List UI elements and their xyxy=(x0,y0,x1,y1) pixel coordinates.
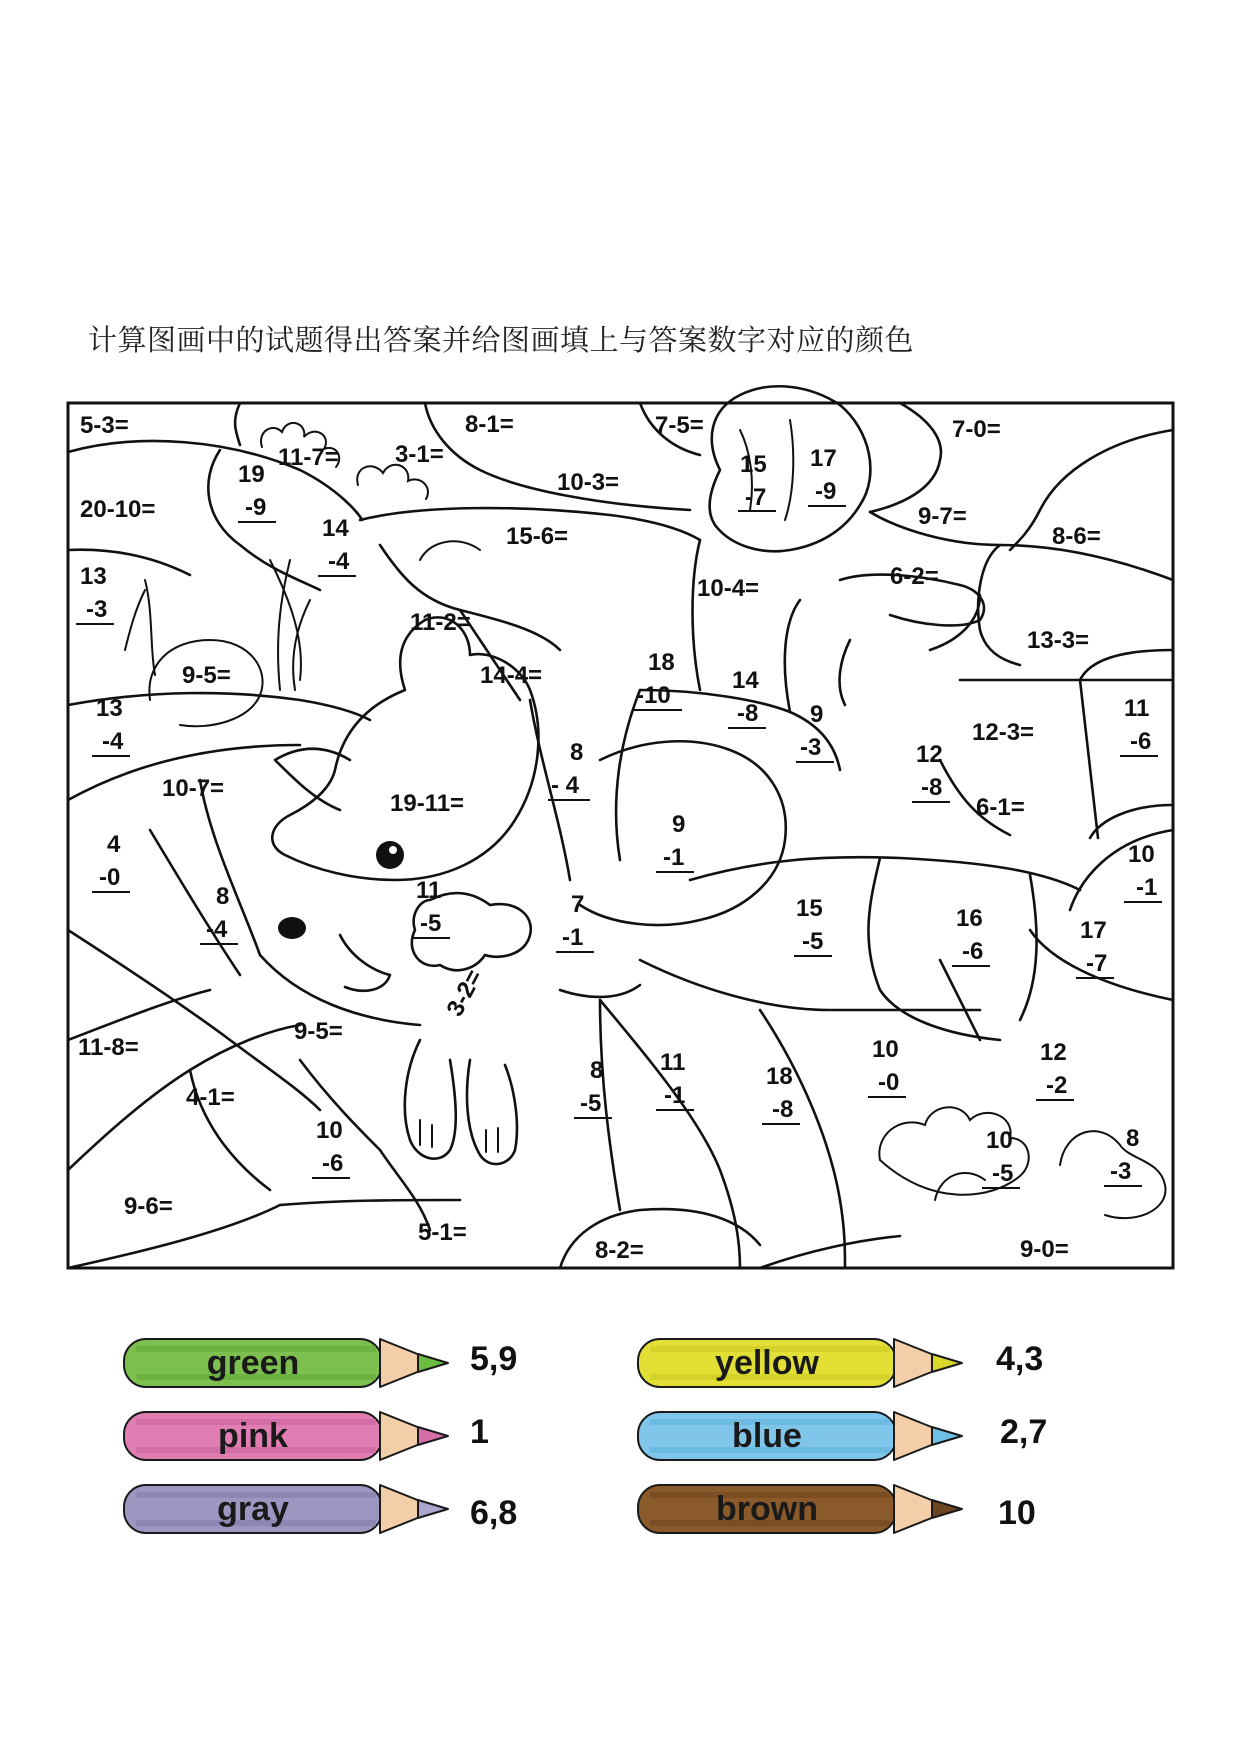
svg-text:-1: -1 xyxy=(663,844,685,871)
problem[interactable]: 3-1= xyxy=(395,441,444,468)
vertical-problem[interactable] xyxy=(1076,917,1114,978)
vertical-problem[interactable] xyxy=(808,445,846,506)
svg-text:11: 11 xyxy=(1124,695,1150,722)
svg-text:-0: -0 xyxy=(99,864,121,891)
svg-text:-3: -3 xyxy=(800,734,822,761)
svg-text:8: 8 xyxy=(590,1057,604,1084)
key-numbers: 4,3 xyxy=(996,1340,1044,1378)
svg-text:-1: -1 xyxy=(664,1082,686,1109)
vertical-problem[interactable] xyxy=(868,1036,906,1097)
problem[interactable]: 6-2= xyxy=(890,563,939,590)
svg-text:-8: -8 xyxy=(772,1096,794,1123)
vertical-problem[interactable] xyxy=(952,905,990,966)
svg-text:12: 12 xyxy=(916,741,943,768)
svg-text:-5: -5 xyxy=(420,910,442,937)
svg-text:4: 4 xyxy=(107,831,121,858)
svg-text:-3: -3 xyxy=(1110,1158,1132,1185)
pencil-tip xyxy=(932,1500,962,1518)
svg-text:- 4: - 4 xyxy=(551,772,580,799)
problem[interactable]: 11-2= xyxy=(410,609,471,636)
svg-text:-9: -9 xyxy=(815,478,837,505)
svg-text:14: 14 xyxy=(732,667,759,694)
svg-text:-7: -7 xyxy=(745,484,767,511)
vertical-problem[interactable] xyxy=(92,831,130,892)
fox-eye xyxy=(376,841,404,869)
problem[interactable]: 13-3= xyxy=(1027,627,1090,654)
pencil-tip xyxy=(418,1354,448,1372)
svg-text:17: 17 xyxy=(1080,917,1107,944)
vertical-problem[interactable] xyxy=(912,741,950,802)
vertical-problem[interactable] xyxy=(1124,841,1162,902)
vertical-problem[interactable] xyxy=(1036,1039,1074,1100)
problem[interactable]: 10-4= xyxy=(697,575,760,602)
svg-text:18: 18 xyxy=(648,649,675,676)
vertical-problem[interactable] xyxy=(762,1063,800,1124)
svg-text:-5: -5 xyxy=(802,928,824,955)
svg-text:-2: -2 xyxy=(1046,1072,1068,1099)
svg-text:-8: -8 xyxy=(921,774,943,801)
svg-text:11: 11 xyxy=(660,1049,686,1076)
svg-text:9: 9 xyxy=(810,701,824,728)
vertical-problem[interactable] xyxy=(982,1127,1020,1188)
svg-text:7: 7 xyxy=(571,891,585,918)
vertical-problem[interactable] xyxy=(200,883,238,944)
vertical-problem[interactable] xyxy=(796,701,834,762)
pencil-label: green xyxy=(206,1344,300,1382)
problem[interactable]: 5-1= xyxy=(418,1219,467,1246)
svg-text:-7: -7 xyxy=(1086,950,1108,977)
svg-text:16: 16 xyxy=(956,905,983,932)
problem[interactable]: 9-0= xyxy=(1020,1236,1069,1263)
svg-text:-4: -4 xyxy=(206,916,228,943)
problem[interactable]: 7-0= xyxy=(952,416,1001,443)
svg-text:-6: -6 xyxy=(1130,728,1152,755)
svg-text:13: 13 xyxy=(80,563,107,590)
problem[interactable]: 11-7= xyxy=(278,444,339,471)
vertical-problem[interactable] xyxy=(656,1049,694,1110)
svg-text:-4: -4 xyxy=(328,548,350,575)
svg-text:8: 8 xyxy=(1126,1125,1140,1152)
problem[interactable]: 20-10= xyxy=(80,496,156,523)
pencil-gray[interactable] xyxy=(122,1482,452,1536)
svg-text:15: 15 xyxy=(796,895,823,922)
svg-text:-4: -4 xyxy=(102,728,124,755)
key-numbers: 1 xyxy=(470,1413,489,1451)
svg-text:19: 19 xyxy=(238,461,265,488)
svg-text:-0: -0 xyxy=(878,1069,900,1096)
pencil-label: gray xyxy=(217,1490,289,1528)
svg-text:14: 14 xyxy=(322,515,349,542)
svg-text:10: 10 xyxy=(1128,841,1155,868)
vertical-problem[interactable] xyxy=(1120,695,1158,756)
pencil-tip xyxy=(932,1427,962,1445)
vertical-problem[interactable] xyxy=(738,451,776,511)
problem[interactable]: 14-4= xyxy=(480,662,543,689)
vertical-problem[interactable] xyxy=(556,891,594,952)
pencil-blue[interactable] xyxy=(636,1409,966,1463)
pencil-green[interactable] xyxy=(122,1336,452,1390)
pencil-label: brown xyxy=(716,1490,818,1528)
svg-text:9: 9 xyxy=(672,811,686,838)
problem[interactable]: 8-2= xyxy=(595,1237,644,1264)
vertical-problem[interactable] xyxy=(318,515,356,576)
problem[interactable]: 7-5= xyxy=(655,412,704,439)
svg-text:-5: -5 xyxy=(580,1090,602,1117)
svg-text:8: 8 xyxy=(570,739,584,766)
problem[interactable]: 11-8= xyxy=(78,1034,139,1061)
problem[interactable]: 8-1= xyxy=(465,411,514,438)
svg-text:15: 15 xyxy=(740,451,767,478)
svg-text:18: 18 xyxy=(766,1063,793,1090)
pencil-label: pink xyxy=(218,1417,288,1455)
svg-text:-10: -10 xyxy=(636,682,671,709)
svg-text:-5: -5 xyxy=(992,1160,1014,1187)
problem[interactable]: 4-1= xyxy=(186,1084,235,1111)
vertical-problem[interactable] xyxy=(312,1117,350,1178)
vertical-problem[interactable] xyxy=(632,649,682,710)
svg-text:-1: -1 xyxy=(562,924,584,951)
vertical-problem[interactable] xyxy=(1104,1125,1142,1186)
pencil-yellow[interactable] xyxy=(636,1336,966,1390)
pencil-tip xyxy=(418,1427,448,1445)
problem[interactable]: 9-7= xyxy=(918,503,967,530)
problem[interactable]: 10-7= xyxy=(162,775,225,802)
pencil-pink[interactable] xyxy=(122,1409,452,1463)
problem[interactable]: 6-1= xyxy=(976,794,1025,821)
vertical-problem[interactable] xyxy=(656,811,694,872)
pencil-brown[interactable] xyxy=(636,1482,966,1536)
fox-tail xyxy=(710,386,984,705)
problem[interactable]: 8-6= xyxy=(1052,523,1101,550)
vertical-problem[interactable] xyxy=(238,461,276,522)
svg-text:-6: -6 xyxy=(322,1150,344,1177)
problem[interactable]: 10-3= xyxy=(557,469,620,496)
problem[interactable]: 9-5= xyxy=(182,662,231,689)
fox-nose xyxy=(278,917,306,939)
svg-text:-8: -8 xyxy=(737,700,759,727)
pencil-tip xyxy=(932,1354,962,1372)
svg-text:-1: -1 xyxy=(1136,874,1158,901)
key-numbers: 5,9 xyxy=(470,1340,518,1378)
svg-text:12: 12 xyxy=(1040,1039,1067,1066)
svg-text:8: 8 xyxy=(216,883,230,910)
key-numbers: 6,8 xyxy=(470,1494,518,1532)
svg-text:17: 17 xyxy=(810,445,837,472)
key-numbers: 2,7 xyxy=(1000,1413,1048,1451)
instruction-text: 计算图画中的试题得出答案并给图画填上与答案数字对应的颜色 xyxy=(88,323,915,357)
problem[interactable]: 19-11= xyxy=(390,790,465,817)
svg-text:10: 10 xyxy=(316,1117,343,1144)
pencil-label: yellow xyxy=(715,1344,819,1382)
vertical-problem[interactable] xyxy=(76,563,114,624)
problem[interactable]: 5-3= xyxy=(80,412,129,439)
svg-text:-6: -6 xyxy=(962,938,984,965)
svg-text:-3: -3 xyxy=(86,596,108,623)
problem[interactable]: 3-2= xyxy=(441,965,489,1021)
problem[interactable]: 15-6= xyxy=(506,523,569,550)
vertical-problem[interactable] xyxy=(794,895,832,956)
svg-text:11: 11 xyxy=(416,877,442,904)
svg-text:10: 10 xyxy=(872,1036,899,1063)
vertical-problem[interactable] xyxy=(548,739,590,800)
svg-text:-9: -9 xyxy=(245,494,267,521)
pencil-label: blue xyxy=(732,1417,802,1455)
pencil-tip xyxy=(418,1500,448,1518)
svg-text:10: 10 xyxy=(986,1127,1013,1154)
problem[interactable]: 9-6= xyxy=(124,1193,173,1220)
vertical-problem[interactable] xyxy=(92,695,130,756)
problem[interactable]: 9-5= xyxy=(294,1018,343,1045)
key-numbers: 10 xyxy=(998,1494,1036,1532)
svg-text:13: 13 xyxy=(96,695,123,722)
problem[interactable]: 12-3= xyxy=(972,719,1035,746)
